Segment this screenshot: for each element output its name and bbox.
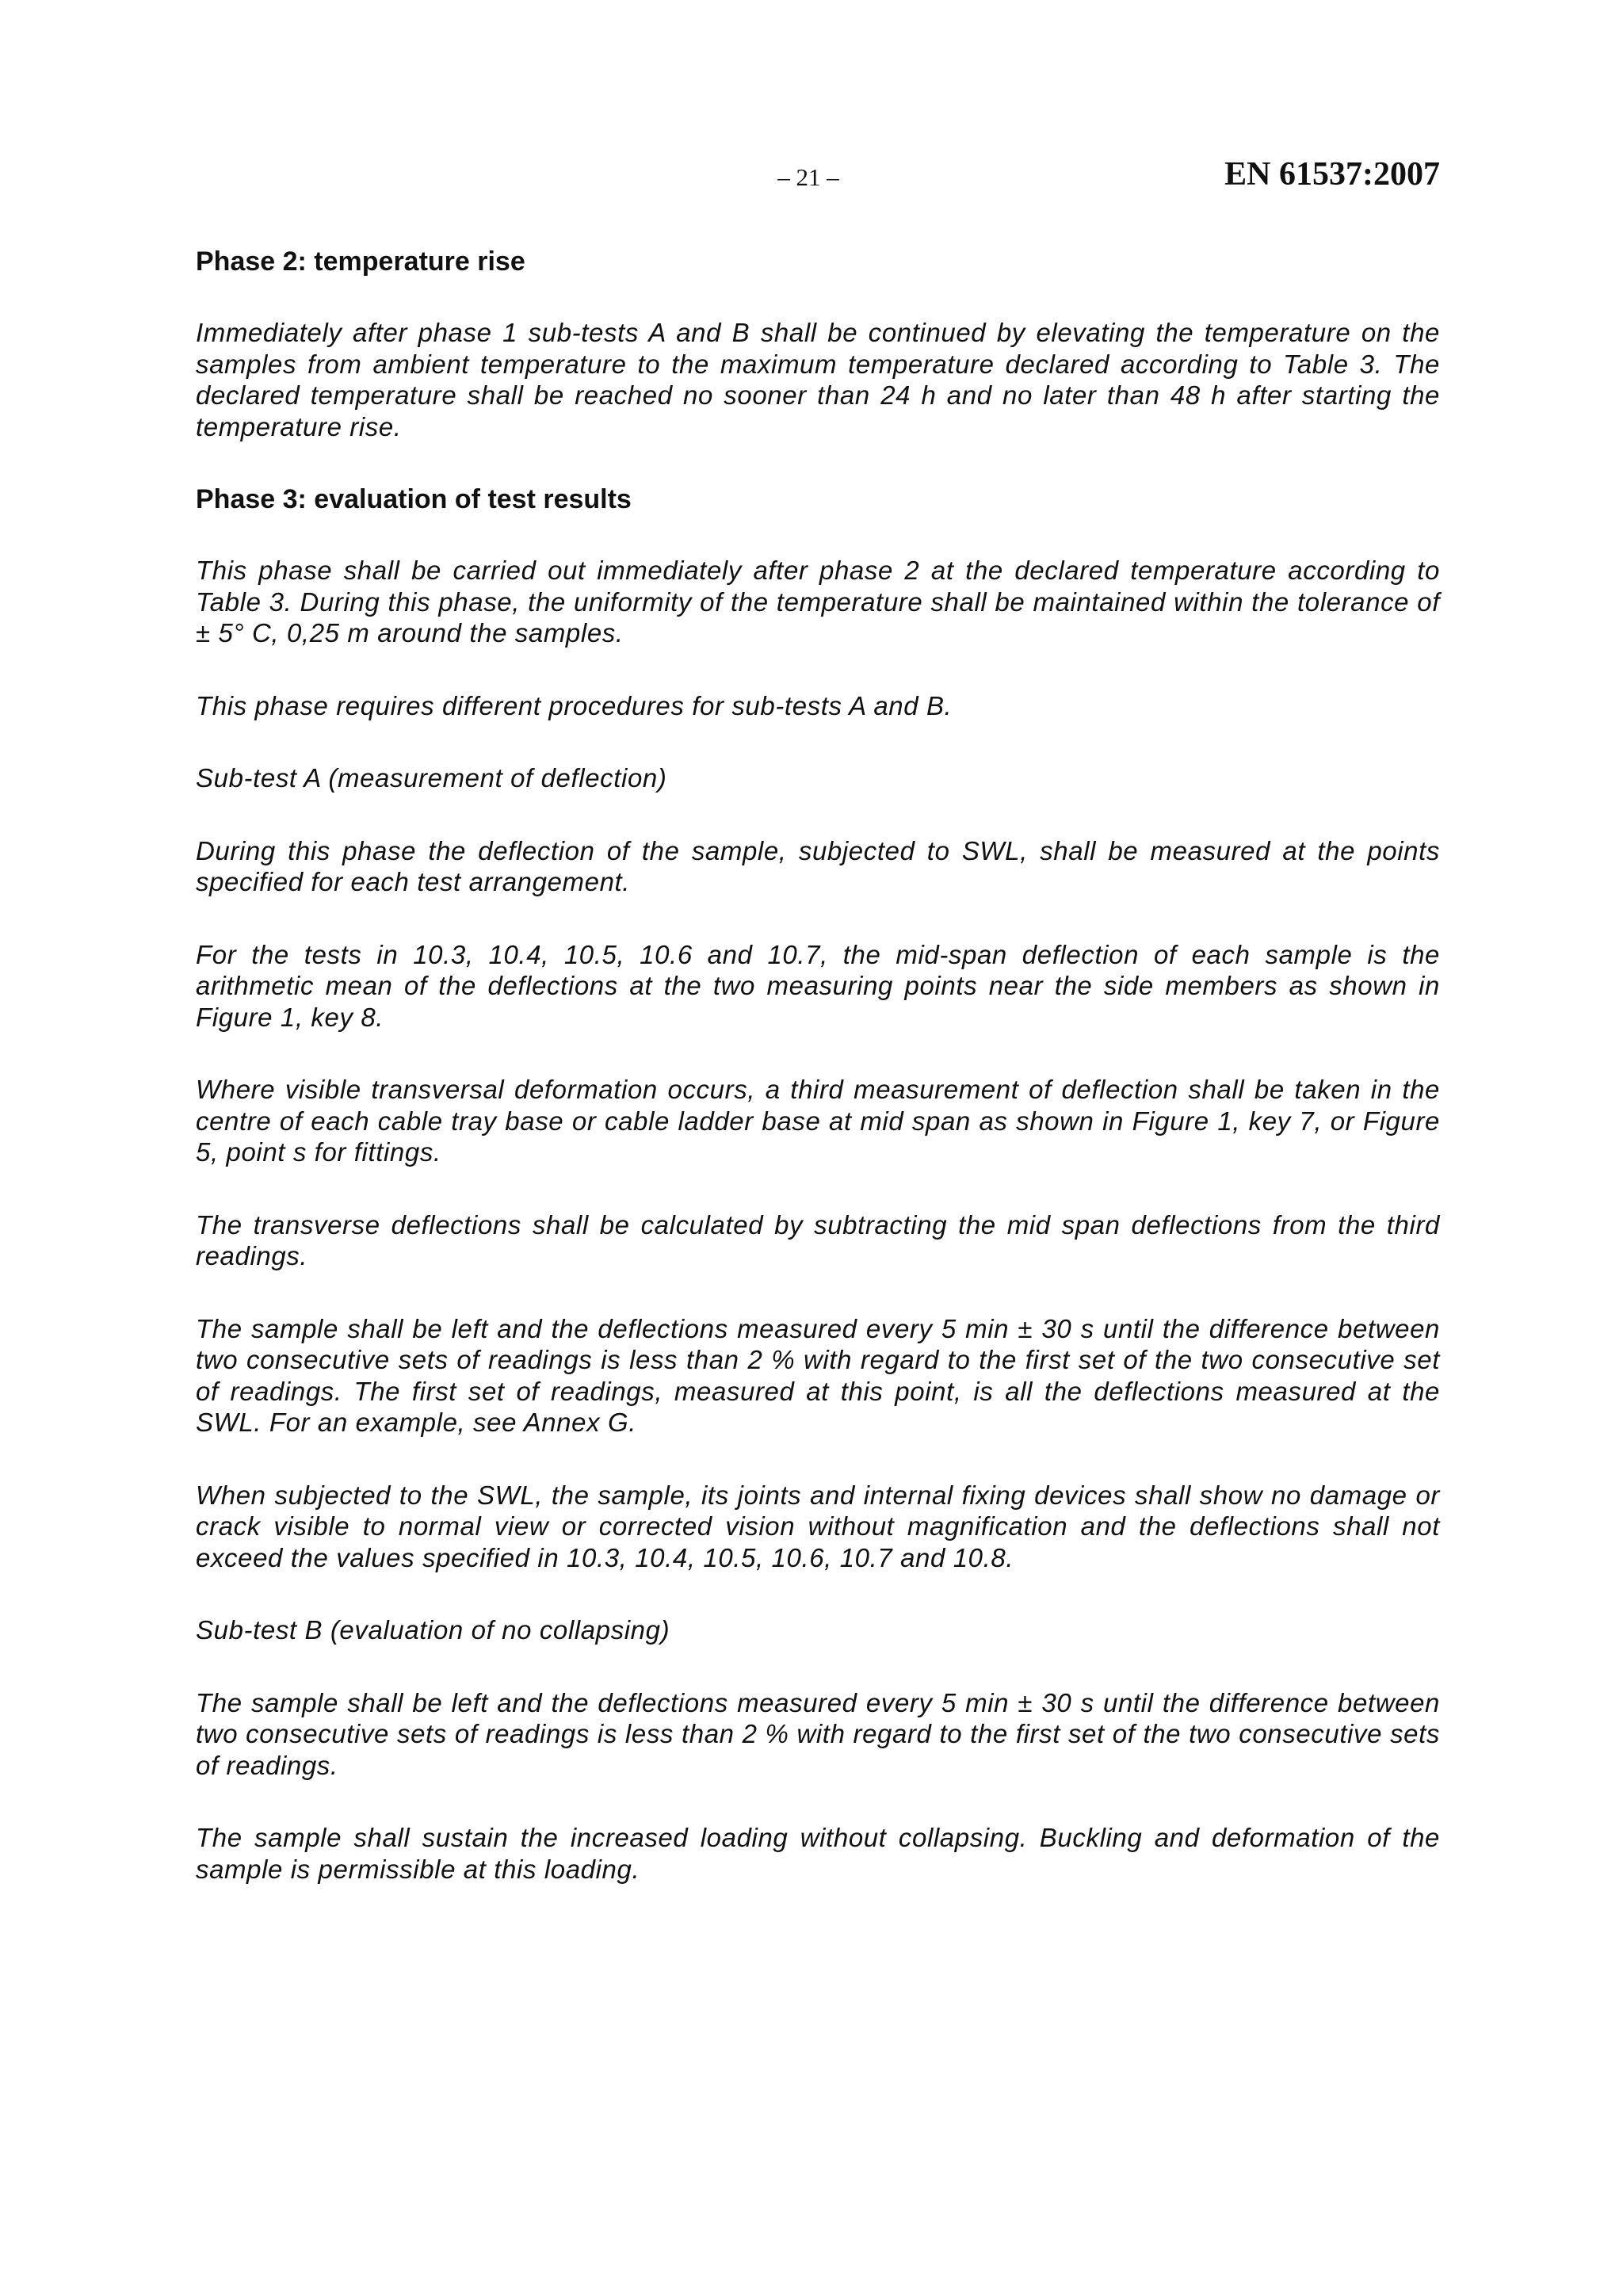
subtest-b-title: Sub-test B (evaluation of no collapsing) [196,1615,670,1645]
phase-3-paragraph-1: This phase shall be carried out immediately after phase 2 at the declared temperature according to Table 3. During this phase, the uniformity of the temperature shall be maintained within the tolerance of ± 5° C, 0,25 m around the samples. [196,556,1440,648]
subtest-a-paragraph-5: The sample shall be left and the deflections measured every 5 min ± 30 s until the difference between two consecutive sets of readings is less than 2 % with regard to the first set of the two consecutive set of readings. The first set of readings, measured at this point, is all the deflections measured at the SWL. For an example, see Annex G. [196,1313,1440,1437]
document-id: EN 61537:2007 [1224,156,1440,193]
subtest-b-paragraph-2: The sample shall sustain the increased loading without collapsing. Buckling and deformation of the sample is permissible at this loading. [196,1823,1440,1884]
page-body [196,246,1440,1885]
subtest-a-paragraph-2: For the tests in 10.3, 10.4, 10.5, 10.6 and 10.7, the mid-span deflection of each sample is the arithmetic mean of the deflections at the two measuring points near the side members as shown in Figure 1, key 8. [196,939,1440,1032]
phase-2-heading: Phase 2: temperature rise [196,246,525,277]
subtest-b-paragraph-1: The sample shall be left and the deflections measured every 5 min ± 30 s until the difference between two consecutive sets of readings is less than 2 % with regard to the first set of the two consecutive sets of readings. [196,1687,1440,1780]
subtest-a-paragraph-6: When subjected to the SWL, the sample, its joints and internal fixing devices shall show no damage or crack visible to normal view or corrected vision without magnification and the deflections shall not exceed the values specified in 10.3, 10.4, 10.5, 10.6, 10.7 and 10.8. [196,1480,1440,1572]
subtest-a-title: Sub-test A (measurement of deflection) [196,763,667,793]
subtest-a-paragraph-4: The transverse deflections shall be calculated by subtracting the mid span deflections from the third readings. [196,1209,1440,1270]
phase-3-paragraph-2: This phase requires different procedures for sub-tests A and B. [196,690,953,720]
phase-2-paragraph: Immediately after phase 1 sub-tests A and B shall be continued by elevating the temperature on the samples from ambient temperature to the maximum temperature declared according to Table 3. The declared temperature shall be reached no sooner than 24 h and no later than 48 h after starting the temperature rise. [196,318,1440,441]
subtest-a-paragraph-1: During this phase the deflection of the sample, subjected to SWL, shall be measured at the points specified for each test arrangement. [196,835,1440,896]
page-number: – 21 – [777,163,839,191]
phase-3-heading: Phase 3: evaluation of test results [196,484,632,514]
subtest-a-paragraph-3: Where visible transversal deformation occurs, a third measurement of deflection shall be taken in the centre of each cable tray base or cable ladder base at mid span as shown in Figure 1, key 7, or Figure 5, point s for fittings. [196,1075,1440,1167]
